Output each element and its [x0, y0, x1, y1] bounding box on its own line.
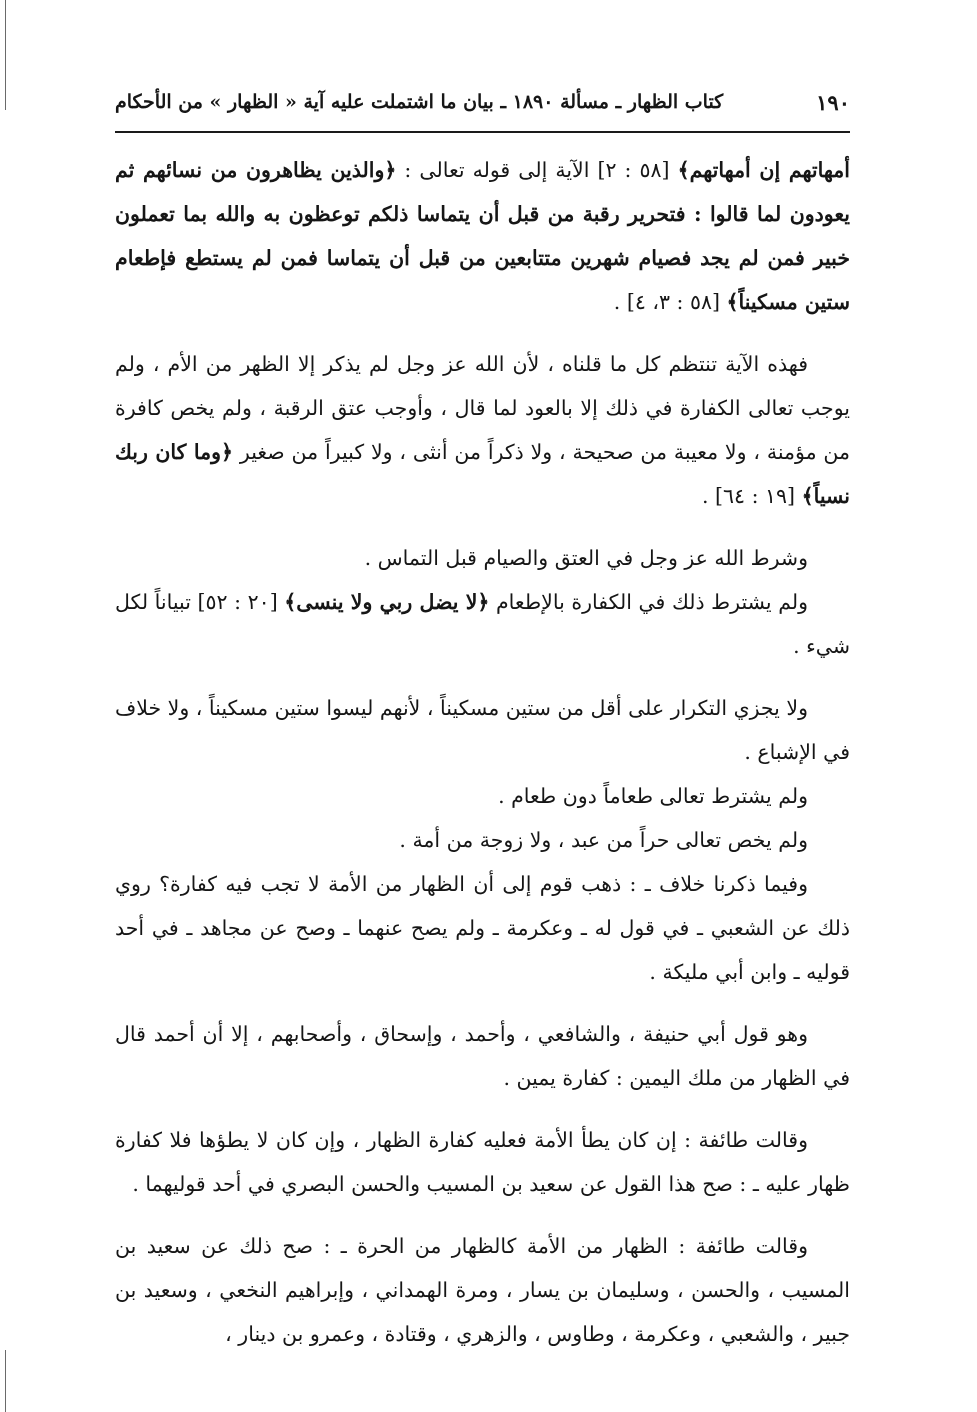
page-number: ١٩٠: [816, 89, 850, 115]
page-header: [115, 80, 850, 124]
verse-reference: [٥٨ : ٢] الآية إلى قوله تعالى :: [396, 158, 678, 182]
page-edge-line: [5, 0, 6, 110]
quran-verse: ﴿وما كان ربك نسياً﴾: [115, 440, 850, 508]
quran-verse: ﴿لا يضل ربي ولا ينسى﴾: [284, 590, 490, 614]
paragraph: وشرط الله عز وجل في العتق والصيام قبل التماس .: [364, 546, 808, 570]
paragraph: ولا يجزي التكرار على أقل من ستين مسكيناً ، لأنهم ليسوا ستين مسكيناً ، ولا خلاف في الإشباع .: [115, 696, 850, 764]
body-text: [115, 148, 850, 1356]
paragraph-text: ولم يشترط ذلك في الكفارة بالإطعام: [489, 590, 809, 614]
verse-reference: [٥٨ : ٣، ٤] .: [613, 290, 727, 314]
paragraph: ولم يشترط تعالى طعاماً دون طعام .: [498, 784, 808, 808]
paragraph: وفيما ذكرنا خلاف ـ : ذهب قوم إلى أن الظهار من الأمة لا تجب فيه كفارة؟ روي ذلك عن الشعبي ـ في قول له ـ وعكرمة ـ ولم يصح عنهما ـ وصح عن مجاهد ـ في أحد قوليه ـ وابن أبي مليكة .: [115, 872, 850, 984]
paragraph: [115, 342, 850, 518]
paragraph: [115, 580, 850, 668]
page-edge-line: [5, 1350, 6, 1412]
running-title: كتاب الظهار ـ مسألة ١٨٩٠ ـ بيان ما اشتملت عليه آية « الظهار » من الأحكام: [115, 91, 724, 113]
paragraph: ولم يخص تعالى حراً من عبد ، ولا زوجة من أمة .: [399, 828, 808, 852]
paragraph-quran-citation: [115, 148, 850, 324]
paragraph: وقالت طائفة : إن كان يطأ الأمة فعليه كفارة الظهار ، وإن كان لا يطؤها فلا كفارة ظهار عليه ـ : صح هذا القول عن سعيد بن المسيب والحسن البصري في أحد قوليهما .: [115, 1128, 850, 1196]
header-rule: [115, 131, 850, 133]
paragraph: وقالت طائفة : الظهار من الأمة كالظهار من الحرة ـ : صح ذلك عن سعيد بن المسيب ، والحسن ، وسليمان بن يسار ، ومرة الهمداني ، وإبراهيم النخعي ، وسعيد بن جبير ، والشعبي ، وعكرمة ، وطاوس ، والزهري ، وقتادة ، وعمرو بن دينار ،: [115, 1234, 850, 1346]
quran-verse: أمهاتهم إن أمهاتهم﴾: [677, 158, 850, 182]
quran-verse: ﴿والذين يظاهرون من نسائهم ثم يعودون لما قالوا : فتحرير رقبة من قبل أن يتماسا ذلكم توعظون به والله بما تعملون خبير فمن لم يجد فصيام شهرين متتابعين من قبل أن يتماسا فمن لم يستطع فإطعام ستين مسكيناً﴾: [115, 158, 850, 314]
paragraph: وهو قول أبي حنيفة ، والشافعي ، وأحمد ، وإسحاق ، وأصحابهم ، إلا أن أحمد قال في الظهار من ملك اليمين : كفارة يمين .: [115, 1022, 850, 1090]
verse-reference: [٢٠ : ٥٢] تبياناً لكل شيء .: [115, 590, 850, 658]
paragraph-text: فهذه الآية تنتظم كل ما قلناه ، لأن الله عز وجل لم يذكر إلا الظهر من الأم ، ولم يوجب تعالى الكفارة في ذلك إلا بالعود لما قال ، وأوجب عتق الرقبة ، ولم يخص كافرة من مؤمنة ، ولا معيبة من صحيحة ، ولا ذكراً من أنثى ، ولا كبيراً من صغير: [115, 352, 850, 464]
verse-reference: [١٩ : ٦٤] .: [702, 484, 802, 508]
